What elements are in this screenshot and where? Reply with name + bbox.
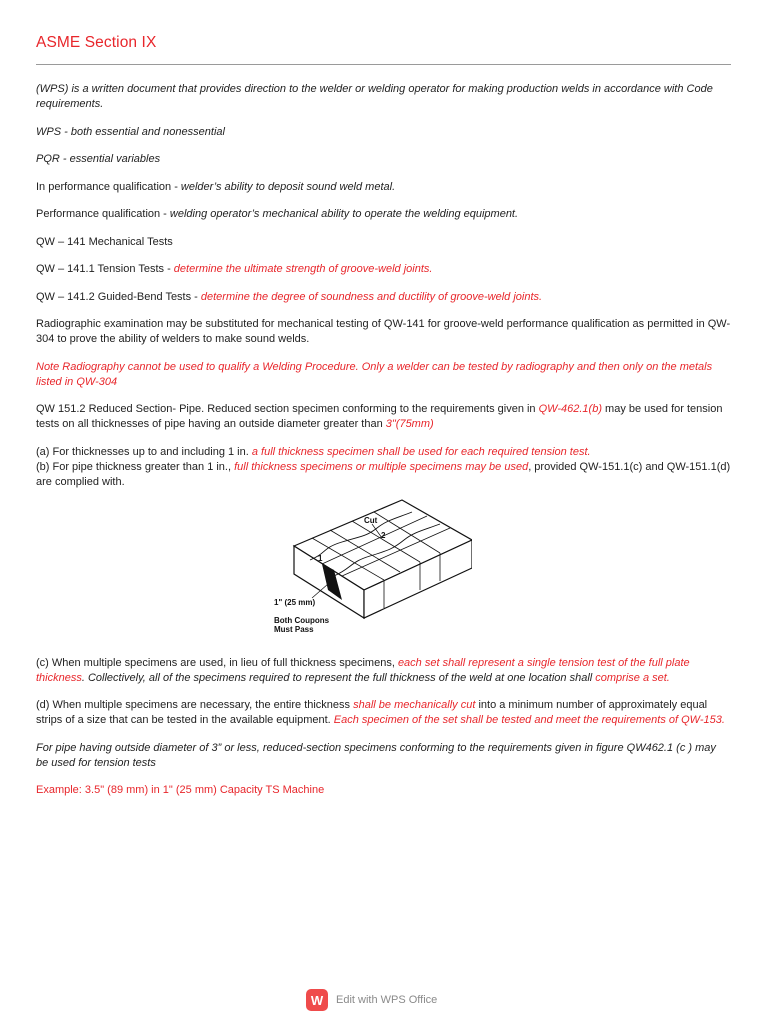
- wps-logo-icon: W: [306, 989, 328, 1011]
- text-run: into a minimum number of approximately equal strips of a size that can be tested in the available equipment.: [36, 699, 708, 726]
- label-both-coupons: Both Coupons: [274, 615, 330, 625]
- reduced-section-paragraph: [36, 402, 731, 432]
- highlight-text: Note Radiography cannot be used to qualify a Welding Procedure. Only a welder can be tested by radiography and then only on the metals listed in: [36, 360, 713, 388]
- page-title: ASME Section IX: [36, 34, 157, 51]
- weld-coupon-figure: [36, 498, 731, 638]
- text-run: Tension Tests -: [94, 263, 174, 275]
- highlight-text: shall be mechanically cut: [353, 699, 476, 711]
- code-ref-red: QW-462.1(b): [538, 403, 602, 415]
- text-run: Performance qualification -: [36, 208, 170, 220]
- code-ref: QW – 141.2: [36, 290, 95, 303]
- text-run-italic: welding operator’s mechanical ability to operate the welding equipment.: [169, 208, 519, 220]
- highlight-text: full thickness specimens or multiple specimens may be used: [234, 460, 529, 473]
- wps-definition: (WPS) is a written document that provides direction to the welder or welding operator for making production welds in accordance with Code requirements.: [36, 83, 713, 110]
- performance-qualification-operator: [36, 207, 731, 222]
- label-thickness: 1" (25 mm): [274, 597, 316, 607]
- code-ref: QW-304: [76, 375, 118, 388]
- edit-with-wps-link[interactable]: Edit with WPS Office: [336, 994, 438, 1006]
- text-run-italic: welder’s ability to deposit sound weld metal.: [180, 180, 396, 193]
- label-must-pass: Must Pass: [274, 624, 314, 634]
- text-run: (c) When multiple specimens are used, in lieu of full thickness specimens,: [36, 656, 398, 669]
- text-run: (b) For pipe thickness greater than 1 in.,: [36, 460, 235, 473]
- pqr-variables: PQR - essential variables: [36, 153, 161, 165]
- document-body: [36, 82, 731, 811]
- radiography-note: [36, 360, 731, 390]
- highlight-text: Each specimen of the set shall be tested and meet the requirements of QW-153.: [333, 714, 725, 726]
- performance-qualification-welder: [36, 180, 731, 195]
- item-d: [36, 698, 731, 728]
- highlight-text: each set shall represent a single tension test of the full plate thickness: [36, 656, 690, 684]
- item-b: [36, 460, 731, 490]
- guided-bend-line: [36, 290, 731, 305]
- highlight-text: determine the degree of soundness and ductility of groove-weld joints.: [200, 290, 543, 303]
- small-pipe-paragraph: For pipe having outside diameter of 3” or less, reduced-section specimens conforming to the requirements given in figure QW462.1 (c ) may be used for tension tests: [36, 741, 716, 769]
- dimension-red: 3"(75mm): [385, 418, 434, 430]
- text-run: In performance qualification -: [36, 180, 181, 193]
- text-run: , provided QW-151.1(c) and QW-151.1(d) are complied with.: [36, 460, 731, 488]
- highlight-text: a full thickness specimen shall be used for each required tension test.: [251, 445, 591, 458]
- code-ref: QW 151.2 Reduced Section- Pipe: [36, 403, 202, 415]
- label-specimen-1: 1: [318, 553, 323, 563]
- text-run-italic: . Collectively, all of the specimens required to represent the full thickness of the weld at one location shall: [81, 671, 596, 684]
- item-a: [36, 445, 731, 460]
- section-heading-qw141: QW – 141 Mechanical Tests: [36, 235, 173, 248]
- text-run: may be used for tension tests on all thicknesses of pipe having an outside diameter greater than: [36, 403, 723, 430]
- highlight-text: determine the ultimate strength of groove-weld joints.: [173, 263, 433, 275]
- text-run: (d) When multiple specimens are necessary, the entire thickness: [36, 699, 354, 711]
- highlight-text: comprise a set.: [595, 671, 670, 684]
- label-cut: Cut: [364, 515, 378, 525]
- example-line: Example: 3.5" (89 mm) in 1" (25 mm) Capacity TS Machine: [36, 784, 325, 796]
- title-divider: [36, 64, 731, 65]
- label-specimen-2: 2: [381, 530, 386, 540]
- wps-edit-footer[interactable]: [306, 988, 437, 1012]
- wps-variables: WPS - both essential and nonessential: [36, 125, 225, 138]
- text-run: . Reduced section specimen conforming to the requirements given in: [201, 403, 539, 415]
- radiographic-paragraph: Radiographic examination may be substituted for mechanical testing of QW-141 for groove-weld performance qualification as permitted in QW-304 to prove the ability of welders to make sound welds.: [36, 318, 731, 345]
- code-ref: QW – 141.1: [36, 263, 95, 275]
- text-run: Guided-Bend Tests -: [94, 290, 201, 303]
- item-c: [36, 656, 731, 686]
- tension-tests-line: [36, 262, 731, 277]
- text-run: (a) For thicknesses up to and including 1 in.: [36, 445, 252, 458]
